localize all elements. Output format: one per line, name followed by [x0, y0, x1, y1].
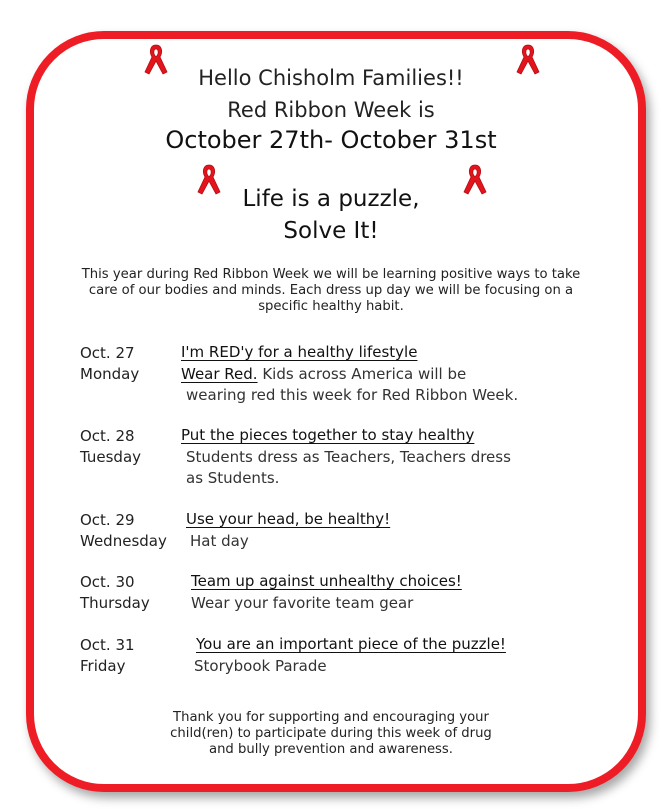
day-weekday: Friday	[80, 657, 126, 675]
day-description-line2: as Students.	[186, 469, 280, 487]
day-description: Hat day	[190, 532, 249, 550]
day-description	[181, 364, 466, 385]
day-theme: Put the pieces together to stay healthy	[181, 426, 475, 444]
day-description-lead: Wear Red.	[181, 365, 258, 383]
day-date: Oct. 29	[80, 511, 135, 529]
day-weekday: Tuesday	[80, 448, 142, 466]
day-date: Oct. 27	[80, 344, 135, 362]
day-weekday: Thursday	[80, 594, 150, 612]
day-description: Storybook Parade	[194, 657, 327, 675]
day-description-rest: Kids across America will be	[257, 365, 467, 383]
event-heading: Red Ribbon Week is	[227, 98, 435, 122]
day-date: Oct. 30	[80, 573, 135, 591]
thank-you-paragraph: Thank you for supporting and encouraging your child(ren) to participate during this week of drug and bully prevention and awareness.	[170, 710, 492, 757]
day-theme: Use your head, be healthy!	[186, 510, 391, 528]
day-date: Oct. 28	[80, 427, 135, 445]
theme-line-1: Life is a puzzle,	[242, 186, 420, 212]
event-dates-heading: October 27th- October 31st	[165, 126, 497, 154]
day-date: Oct. 31	[80, 636, 135, 654]
greeting-heading: Hello Chisholm Families!!	[198, 66, 464, 90]
intro-paragraph: This year during Red Ribbon Week we will be learning positive ways to take care of our bodies and minds. Each dress up day we will be focusing on a specific healthy habit.	[81, 267, 581, 314]
day-theme: I'm RED'y for a healthy lifestyle	[181, 343, 418, 361]
day-theme: You are an important piece of the puzzle!	[196, 635, 506, 653]
day-description: Wear your favorite team gear	[191, 594, 414, 612]
day-weekday: Monday	[80, 365, 140, 383]
theme-line-2: Solve It!	[283, 218, 379, 244]
day-weekday: Wednesday	[80, 532, 167, 550]
day-description: Students dress as Teachers, Teachers dress	[186, 448, 511, 466]
day-theme: Team up against unhealthy choices!	[191, 572, 462, 590]
day-description-line2: wearing red this week for Red Ribbon Week.	[186, 386, 519, 404]
